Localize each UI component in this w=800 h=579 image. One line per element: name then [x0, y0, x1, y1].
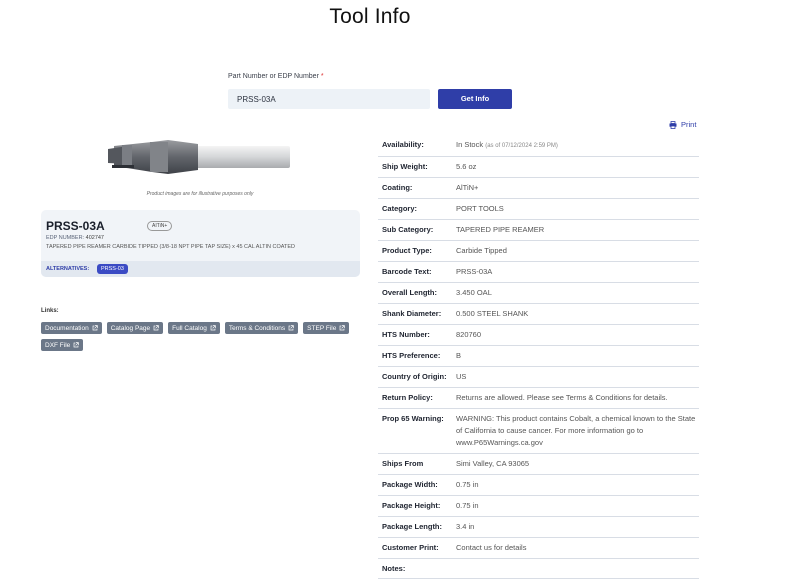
spec-row-package-length	[378, 517, 699, 538]
spec-row-package-width	[378, 475, 699, 496]
links-list	[41, 322, 361, 351]
search-label: Part Number or EDP Number *	[228, 73, 324, 80]
spec-row-country-of-origin	[378, 367, 699, 388]
spec-value: Simi Valley, CA 93065	[456, 459, 530, 468]
terms-conditions-link[interactable]: Terms & Conditions	[225, 322, 298, 334]
edp-label: EDP NUMBER:	[46, 235, 85, 241]
spec-label: Customer Print:	[382, 543, 439, 552]
spec-value: 3.450 OAL	[456, 288, 492, 297]
spec-label: Product Type:	[382, 246, 432, 255]
spec-row-coating	[378, 178, 699, 199]
spec-row-sub-category	[378, 220, 699, 241]
spec-value: WARNING: This product contains Cobalt, a chemical known to the State of California to cause cancer. For more information go to www.P65Warnings.ca.gov	[456, 414, 696, 447]
catalog-page-link[interactable]: Catalog Page	[107, 322, 163, 334]
external-link-icon	[92, 325, 98, 331]
spec-row-overall-length	[378, 283, 699, 304]
external-link-icon	[339, 325, 345, 331]
spec-value: In Stock (as of 07/12/2024 2:59 PM)	[456, 140, 558, 149]
spec-value: TAPERED PIPE REAMER	[456, 225, 545, 234]
alternatives-label: ALTERNATIVES:	[46, 266, 90, 272]
spec-value: 820760	[456, 330, 482, 339]
spec-value: PORT TOOLS	[456, 204, 504, 213]
spec-label: HTS Preference:	[382, 351, 441, 360]
page-title: Tool Info	[329, 5, 411, 28]
spec-row-hts-preference	[378, 346, 699, 367]
spec-value: 0.75 in	[456, 480, 479, 489]
spec-row-product-type	[378, 241, 699, 262]
external-link-icon	[288, 325, 294, 331]
spec-label: Barcode Text:	[382, 267, 432, 276]
product-card	[41, 210, 360, 277]
spec-label: Package Height:	[382, 501, 441, 510]
spec-label: Ship Weight:	[382, 162, 428, 171]
spec-label: Prop 65 Warning:	[382, 414, 444, 423]
spec-value: 0.75 in	[456, 501, 479, 510]
image-caption: Product images are for illustrative purposes only	[146, 191, 254, 197]
printer-icon	[669, 121, 677, 129]
spec-label: Package Length:	[382, 522, 443, 531]
spec-value: PRSS-03A	[456, 267, 493, 276]
external-link-icon	[210, 325, 216, 331]
print-button[interactable]	[669, 120, 696, 129]
alternative-chip[interactable]: PRSS-03	[97, 264, 128, 274]
spec-value: US	[456, 372, 467, 381]
step-file-link[interactable]: STEP File	[303, 322, 349, 334]
spec-value: 3.4 in	[456, 522, 475, 531]
spec-row-barcode-text	[378, 262, 699, 283]
documentation-link[interactable]: Documentation	[41, 322, 102, 334]
spec-value: B	[456, 351, 462, 360]
get-info-button[interactable]: Get Info	[438, 89, 512, 109]
spec-label: Package Width:	[382, 480, 438, 489]
spec-label: Return Policy:	[382, 393, 433, 402]
full-catalog-link[interactable]: Full Catalog	[168, 322, 220, 334]
spec-row-shank-diameter	[378, 304, 699, 325]
required-mark: *	[320, 73, 324, 80]
spec-value: 0.500 STEEL SHANK	[456, 309, 529, 318]
spec-value: Carbide Tipped	[456, 246, 507, 255]
spec-label: Country of Origin:	[382, 372, 447, 381]
edp-number: 402747	[85, 235, 104, 241]
spec-label: Availability:	[382, 140, 424, 149]
dxf-file-link[interactable]: DXF File	[41, 339, 83, 351]
spec-row-availability	[378, 135, 699, 157]
spec-value: Returns are allowed. Please see Terms & Conditions for details.	[456, 393, 668, 402]
product-name: PRSS-03A	[46, 219, 105, 233]
spec-value[interactable]: Contact us for details	[456, 543, 527, 552]
spec-label: Overall Length:	[382, 288, 438, 297]
spec-table	[378, 135, 699, 579]
external-link-icon	[153, 325, 159, 331]
spec-label: Ships From	[382, 459, 424, 468]
edp-line	[46, 235, 104, 241]
links-label: Links:	[41, 308, 59, 314]
spec-label: Shank Diameter:	[382, 309, 442, 318]
spec-value: AlTiN+	[456, 183, 479, 192]
external-link-icon	[73, 342, 79, 348]
spec-label: Coating:	[382, 183, 413, 192]
spec-row-package-height	[378, 496, 699, 517]
alternatives-row	[41, 261, 360, 277]
spec-value	[456, 563, 699, 574]
spec-label: HTS Number:	[382, 330, 430, 339]
spec-value: 5.6 oz	[456, 162, 477, 171]
spec-label: Sub Category:	[382, 225, 434, 234]
spec-row-return-policy	[378, 388, 699, 409]
part-number-input[interactable]	[228, 89, 430, 109]
spec-row-ship-weight	[378, 157, 699, 178]
spec-label: Category:	[382, 204, 418, 213]
spec-row-notes	[378, 559, 699, 579]
spec-row-customer-print	[378, 538, 699, 559]
product-description: TAPERED PIPE REAMER CARBIDE TIPPED (3/8-18 NPT PIPE TAP SIZE) x 45 CAL ALTIN COATED	[46, 244, 295, 250]
spec-label: Notes:	[382, 564, 406, 573]
spec-row-prop65-warning	[378, 409, 699, 454]
availability-note: (as of 07/12/2024 2:59 PM)	[485, 143, 558, 149]
tool-image	[100, 132, 300, 180]
spec-row-category	[378, 199, 699, 220]
spec-row-ships-from	[378, 454, 699, 475]
spec-row-hts-number	[378, 325, 699, 346]
coating-badge: AITiN+	[147, 221, 172, 231]
print-label: Print	[681, 120, 697, 129]
